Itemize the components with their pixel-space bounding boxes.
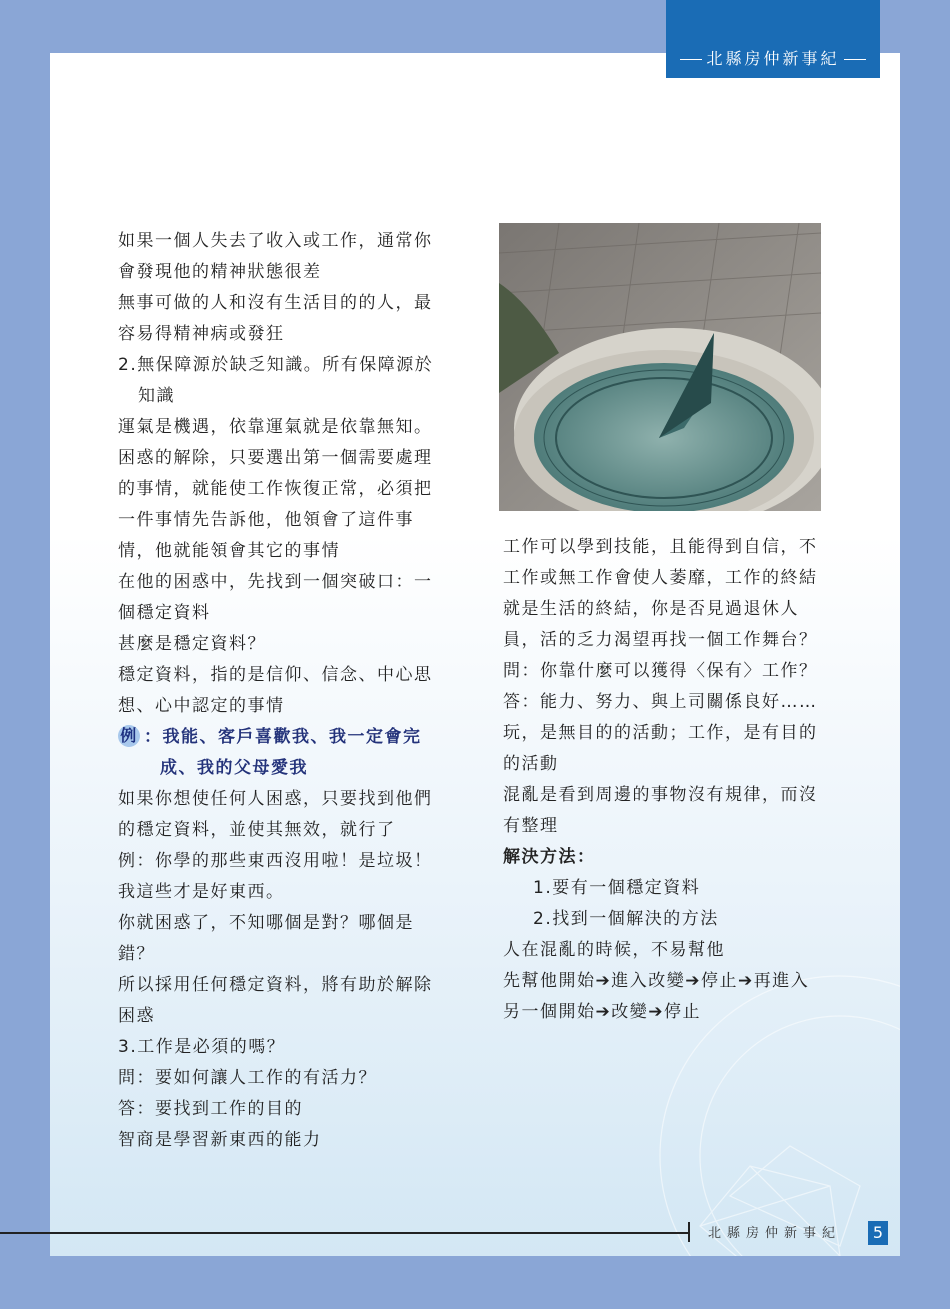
text-line-content: 情，他就能領會其它的事情 (118, 541, 340, 561)
text-line (118, 784, 450, 815)
text-line-content: 在他的困惑中，先找到一個突破口：一 (118, 572, 433, 592)
text-line-content: 混亂是看到周邊的事物沒有規律，而沒 (503, 785, 818, 805)
header-title (666, 46, 880, 69)
text-line (503, 997, 833, 1028)
text-line-content: 答：要找到工作的目的 (118, 1099, 303, 1119)
text-line (118, 753, 450, 784)
text-line-content: 我這些才是好東西。 (118, 882, 285, 902)
text-line-content: 工作可以學到技能，且能得到自信，不 (503, 537, 818, 557)
text-line (118, 1001, 450, 1032)
text-line (118, 412, 450, 443)
example-badge: 例 (118, 725, 140, 747)
text-line-content: 問：要如何讓人工作的有活力？ (118, 1068, 377, 1088)
text-line (503, 749, 833, 780)
text-line-content: 有整理 (503, 816, 559, 836)
text-line (118, 257, 450, 288)
text-line (118, 536, 450, 567)
text-line-content: 人在混亂的時候，不易幫他 (503, 940, 725, 960)
text-line-content: 無事可做的人和沒有生活目的的人，最 (118, 293, 433, 313)
text-line-content: 解決方法： (503, 847, 596, 867)
page-number: 5 (868, 1221, 888, 1245)
text-line (503, 873, 833, 904)
text-line (503, 966, 833, 997)
text-line-content: 知識 (138, 386, 175, 406)
footer-title: 北縣房仲新事紀 (708, 1226, 842, 1241)
text-line (503, 687, 833, 718)
text-line (503, 904, 833, 935)
text-line (503, 532, 833, 563)
text-line (118, 1094, 450, 1125)
text-line (503, 656, 833, 687)
text-line (118, 1063, 450, 1094)
right-text-column (503, 532, 833, 1028)
text-line-content: 如果你想使任何人困惑，只要找到他們 (118, 789, 433, 809)
text-line-content: 2.無保障源於缺乏知識。所有保障源於 (118, 355, 434, 375)
text-line (118, 319, 450, 350)
text-line (503, 625, 833, 656)
text-line-content: 的活動 (503, 754, 559, 774)
text-line-content: 玩，是無目的的活動；工作，是有目的 (503, 723, 818, 743)
text-line-content: 你就困惑了，不知哪個是對？哪個是 (118, 913, 414, 933)
text-line-content: 穩定資料，指的是信仰、信念、中心思 (118, 665, 433, 685)
text-line-content: 問：你靠什麼可以獲得〈保有〉工作？ (503, 661, 818, 681)
text-line (118, 660, 450, 691)
text-line-content: 就是生活的終結，你是否見過退休人 (503, 599, 799, 619)
text-line-content: 2.找到一個解決的方法 (533, 909, 719, 929)
text-line-content: 另一個開始➔改變➔停止 (503, 1002, 701, 1022)
text-line-content: 的事情，就能使工作恢復正常，必須把 (118, 479, 433, 499)
text-line-content: 個穩定資料 (118, 603, 211, 623)
text-line (118, 381, 450, 412)
text-line-content: 所以採用任何穩定資料，將有助於解除 (118, 975, 433, 995)
text-line (503, 718, 833, 749)
text-line (118, 815, 450, 846)
text-line-content: 智商是學習新東西的能力 (118, 1130, 322, 1150)
left-text-column (118, 226, 450, 1156)
footer-rule (0, 1232, 690, 1234)
text-line-content: 先幫他開始➔進入改變➔停止➔再進入 (503, 971, 810, 991)
text-line (118, 1125, 450, 1156)
text-line (118, 1032, 450, 1063)
text-line (118, 939, 450, 970)
text-line-content: 的穩定資料，並使其無效，就行了 (118, 820, 396, 840)
text-line (503, 594, 833, 625)
header-title-text: 北縣房仲新事紀 (706, 49, 840, 68)
text-line-content: 成、我的父母愛我 (160, 758, 308, 778)
text-line-content: 3.工作是必須的嗎？ (118, 1037, 286, 1057)
text-line (118, 288, 450, 319)
text-line-content: 困惑的解除，只要選出第一個需要處理 (118, 448, 433, 468)
text-line (503, 842, 833, 873)
text-line (503, 563, 833, 594)
text-line (118, 970, 450, 1001)
text-line-content: 想、心中認定的事情 (118, 696, 285, 716)
text-line (118, 629, 450, 660)
text-line (118, 567, 450, 598)
text-line-content: 如果一個人失去了收入或工作，通常你 (118, 231, 433, 251)
text-line (503, 935, 833, 966)
text-line-content: 員，活的乏力渴望再找一個工作舞台？ (503, 630, 818, 650)
text-line (503, 780, 833, 811)
text-line (118, 908, 450, 939)
text-line-content: 1.要有一個穩定資料 (533, 878, 701, 898)
text-line (118, 846, 450, 877)
text-line-content: 會發現他的精神狀態很差 (118, 262, 322, 282)
sundial-illustration (499, 223, 821, 511)
text-line (118, 226, 450, 257)
text-line-content: 工作或無工作會使人萎靡，工作的終結 (503, 568, 818, 588)
text-line (503, 811, 833, 842)
footer-tick (688, 1222, 690, 1242)
text-line (118, 350, 450, 381)
text-line (118, 877, 450, 908)
sundial-photo (499, 223, 821, 511)
text-line-content: 困惑 (118, 1006, 155, 1026)
text-line-content: 甚麼是穩定資料？ (118, 634, 266, 654)
text-line-content: 容易得精神病或發狂 (118, 324, 285, 344)
text-line-content: 錯？ (118, 944, 155, 964)
text-line-content: 一件事情先告訴他，他領會了這件事 (118, 510, 414, 530)
header-rule-right (844, 59, 866, 60)
text-line (118, 474, 450, 505)
text-line (118, 598, 450, 629)
text-line (118, 722, 450, 753)
text-line (118, 443, 450, 474)
text-line-content: ：我能、客戶喜歡我、我一定會完 (144, 727, 422, 747)
text-line (118, 505, 450, 536)
text-line-content: 例：你學的那些東西沒用啦！是垃圾！ (118, 851, 433, 871)
text-line-content: 答：能力、努力、與上司關係良好…… (503, 692, 818, 712)
header-rule-left (680, 59, 702, 60)
text-line (118, 691, 450, 722)
text-line-content: 運氣是機遇，依靠運氣就是依靠無知。 (118, 417, 433, 437)
